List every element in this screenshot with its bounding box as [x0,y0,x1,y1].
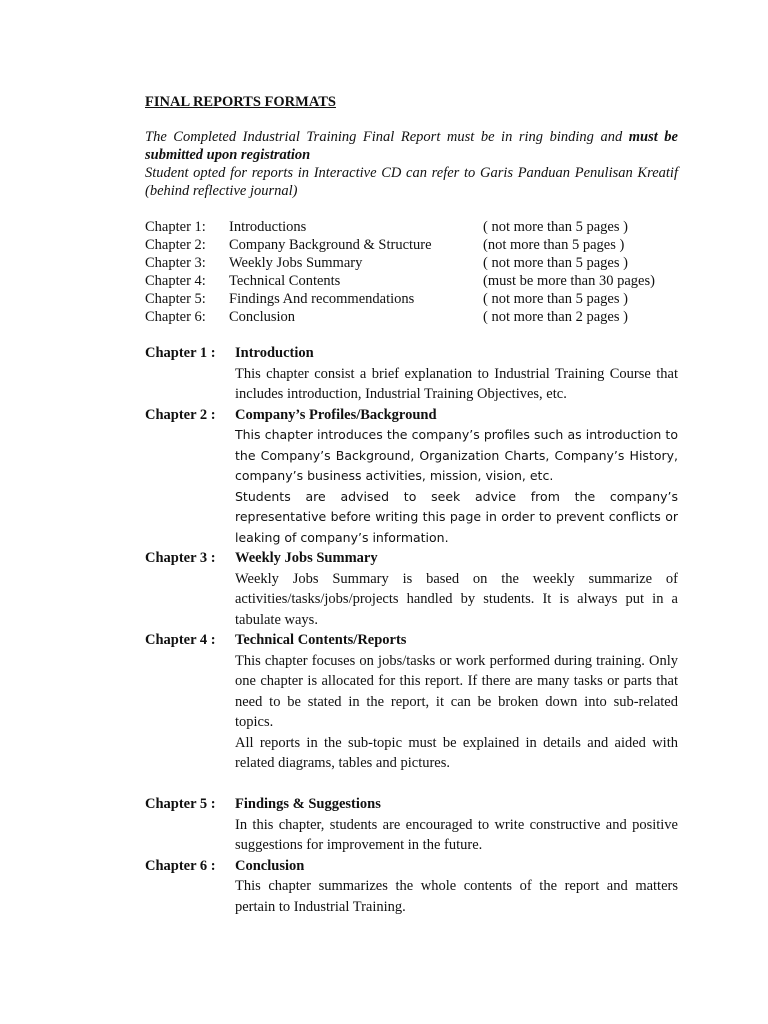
toc-chapter-title: Weekly Jobs Summary [229,255,363,271]
chapter-section [145,548,678,630]
section-paragraph: Weekly Jobs Summary is based on the weekly summarize of activities/tasks/jobs/projects handled by students. It is always put in a tabulate ways. [235,570,678,628]
chapter-descriptions [145,343,678,917]
toc-row [145,308,678,326]
toc-row [145,272,678,290]
toc-chapter-title: Technical Contents [229,273,341,289]
toc-chapter-number: Chapter 4: [145,273,206,289]
toc-chapter-number: Chapter 2: [145,237,206,253]
toc-page-limit: (must be more than 30 pages) [483,273,655,289]
intro-line1-bold: must be submitted upon registration [145,129,678,163]
toc-chapter-number: Chapter 6: [145,309,206,325]
section-paragraph: This chapter consist a brief explanation to Industrial Training Course that includes introduction, Industrial Training Objectives, etc. [235,365,678,402]
intro-paragraph-1 [145,128,678,164]
section-chapter-number: Chapter 6 : [145,857,216,874]
section-chapter-number: Chapter 2 : [145,406,216,423]
toc-row [145,254,678,272]
section-chapter-number: Chapter 3 : [145,550,216,566]
toc-chapter-number: Chapter 1: [145,219,206,235]
toc-chapter-number: Chapter 3: [145,255,206,271]
section-chapter-number: Chapter 5 : [145,796,216,812]
section-paragraph: In this chapter, students are encouraged to write constructive and positive suggestions for improvement in the future. [235,816,678,853]
toc-page-limit: ( not more than 5 pages ) [483,255,628,271]
toc-chapter-title: Introductions [229,219,307,235]
section-chapter-number: Chapter 1 : [145,345,216,361]
section-chapter-number: Chapter 4 : [145,632,216,648]
section-title: Introduction [235,345,314,361]
intro-block [145,128,678,200]
chapter-section [145,405,678,549]
toc-row [145,218,678,236]
document-title: FINAL REPORTS FORMATS [145,94,336,110]
section-paragraph: Students are advised to seek advice from the company’s representative before writing this page in order to prevent conflicts or leaking of company’s information. [235,488,678,545]
intro-paragraph-2: Student opted for reports in Interactive CD can refer to Garis Panduan Penulisan Kreatif (behind reflective journal) [145,165,678,199]
section-paragraph: This chapter summarizes the whole contents of the report and matters pertain to Industrial Training. [235,878,678,915]
toc-page-limit: ( not more than 5 pages ) [483,291,628,307]
toc-chapter-title: Conclusion [229,309,296,325]
section-title: Company’s Profiles/Background [235,406,437,423]
toc-page-limit: ( not more than 2 pages ) [483,309,628,325]
chapter-section [145,856,678,918]
chapter-section [145,343,678,405]
chapter-outline [145,218,678,326]
section-title: Findings & Suggestions [235,796,381,812]
chapter-section [145,794,678,856]
chapter-section [145,630,678,774]
toc-row [145,290,678,308]
section-title: Technical Contents/Reports [235,632,407,648]
section-title: Weekly Jobs Summary [235,550,378,566]
intro-line1-italic: The Completed Industrial Training Final Report must be in ring binding and [145,129,629,145]
toc-chapter-title: Company Background & Structure [229,237,432,253]
toc-page-limit: (not more than 5 pages ) [483,237,625,253]
section-title: Conclusion [235,857,305,874]
toc-chapter-title: Findings And recommendations [229,291,415,307]
toc-chapter-number: Chapter 5: [145,291,206,307]
toc-page-limit: ( not more than 5 pages ) [483,219,628,235]
toc-row [145,236,678,254]
section-paragraph: This chapter focuses on jobs/tasks or work performed during training. Only one chapter is allocated for this report. If there are many tasks or parts that need to be stated in the report, it can be broken down into sub-related topics. [235,652,678,730]
section-paragraph: All reports in the sub-topic must be explained in details and aided with related diagrams, tables and pictures. [235,734,678,771]
section-spacer [145,774,678,795]
section-paragraph: This chapter introduces the company’s profiles such as introduction to the Company’s Background, Organization Charts, Company’s History, company’s business activities, mission, vision, etc. [235,427,678,483]
